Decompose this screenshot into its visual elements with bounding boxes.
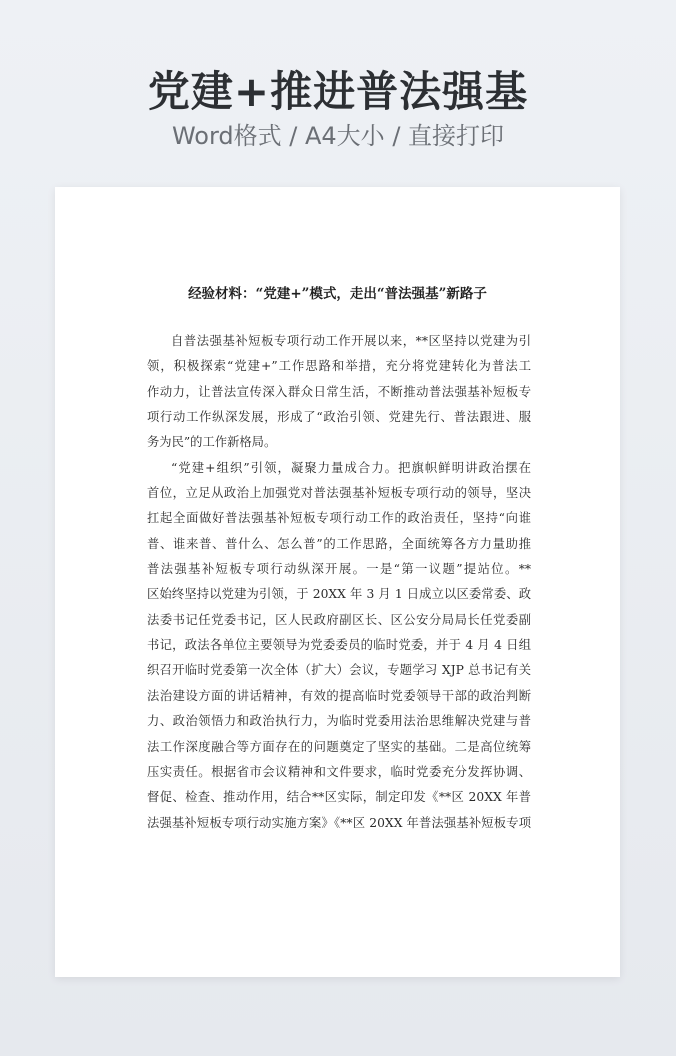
document-line: 织召开临时党委第一次全体（扩大）会议，专题学习 XJP 总书记有关 bbox=[147, 663, 531, 678]
document-line: 普法强基补短板专项行动纵深开展。一是“第一议题”提站位。** bbox=[147, 562, 531, 577]
document-line: 法治建设方面的讲话精神，有效的提高临时党委领导干部的政治判断 bbox=[147, 688, 531, 703]
document-line: 力、政治领悟力和政治执行力，为临时党委用法治思维解决党建与普 bbox=[147, 714, 531, 729]
document-line: 项行动工作纵深发展，形成了“政治引领、党建先行、普法跟进、服 bbox=[147, 410, 531, 425]
document-line: 首位，立足从政治上加强党对普法强基补短板专项行动的领导，坚决 bbox=[147, 486, 531, 501]
document-line: 督促、检查、推动作用，结合**区实际，制定印发《**区 20XX 年普 bbox=[147, 790, 531, 805]
document-line: 书记，政法各单位主要领导为党委委员的临时党委，并于 4 月 4 日组 bbox=[147, 638, 531, 653]
document-line: 压实责任。根据省市会议精神和文件要求，临时党委充分发挥协调、 bbox=[147, 764, 531, 779]
document-line: 法工作深度融合等方面存在的问题奠定了坚实的基础。二是高位统筹 bbox=[147, 739, 531, 754]
document-page bbox=[55, 187, 620, 977]
document-line: 法强基补短板专项行动实施方案》《**区 20XX 年普法强基补短板专项 bbox=[147, 815, 531, 830]
document-body bbox=[147, 329, 531, 836]
banner-title: 党建+推进普法强基 bbox=[147, 67, 529, 116]
document-line: 普、谁来普、普什么、怎么普”的工作思路，全面统筹各方力量助推 bbox=[147, 536, 531, 551]
document-line: “党建+组织”引领，凝聚力量成合力。把旗帜鲜明讲政治摆在 bbox=[171, 460, 531, 475]
document-line: 扛起全面做好普法强基补短板专项行动工作的政治责任，坚持“向谁 bbox=[147, 511, 531, 526]
document-line: 作动力，让普法宣传深入群众日常生活，不断推动普法强基补短板专 bbox=[147, 384, 531, 399]
document-title: 经验材料：“党建+”模式，走出“普法强基”新路子 bbox=[188, 286, 487, 302]
document-line: 区始终坚持以党建为引领，于 20XX 年 3 月 1 日成立以区委常委、政 bbox=[147, 587, 531, 602]
document-line: 自普法强基补短板专项行动工作开展以来，**区坚持以党建为引 bbox=[171, 334, 531, 348]
banner-subtitle: Word格式 / A4大小 / 直接打印 bbox=[171, 122, 505, 150]
document-line: 领，积极探索“党建+”工作思路和举措，充分将党建转化为普法工 bbox=[147, 359, 531, 374]
document-line: 务为民”的工作新格局。 bbox=[147, 435, 277, 450]
document-line: 法委书记任党委书记，区人民政府副区长、区公安分局局长任党委副 bbox=[147, 612, 531, 627]
